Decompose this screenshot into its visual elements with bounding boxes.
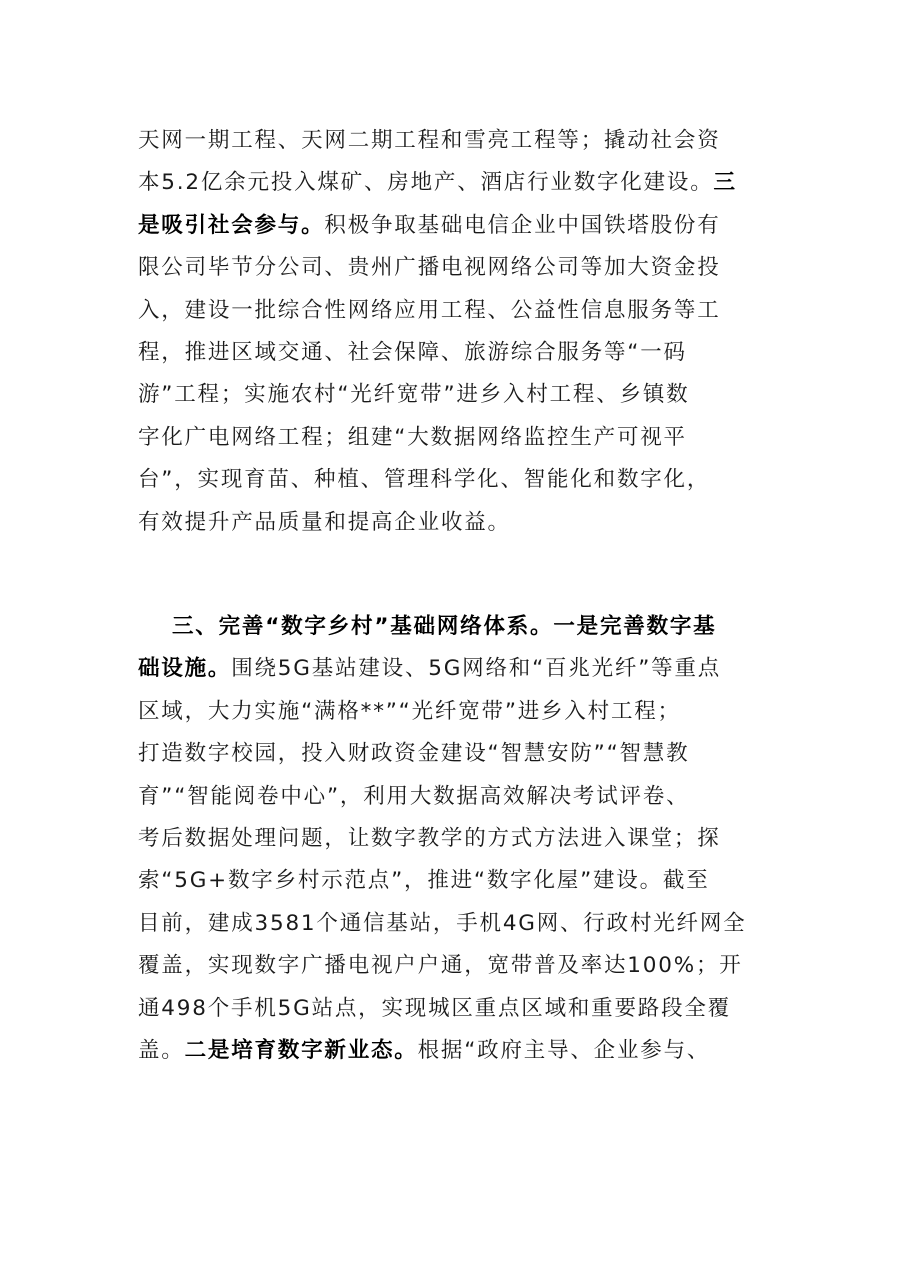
text-line <box>138 247 778 289</box>
text-line <box>138 162 778 204</box>
text-line <box>138 903 778 945</box>
text-line <box>138 945 778 987</box>
text-line <box>138 606 778 648</box>
text-run: 入，建设一批综合性网络应用工程、公益性信息服务等工 <box>138 297 721 323</box>
bold-text-run: 础设施。 <box>138 656 232 682</box>
text-run: 覆盖，实现数字广播电视户户通，宽带普及率达100%；开 <box>138 953 743 979</box>
text-line <box>138 1030 778 1072</box>
text-line <box>138 648 778 690</box>
text-run: 限公司毕节分公司、贵州广播电视网络公司等加大资金投 <box>138 255 721 281</box>
text-run: 索“5G+数字乡村示范点”，推进“数字化屋”建设。截至 <box>138 868 710 894</box>
bold-text-run: 三 <box>713 170 737 196</box>
text-run: 打造数字校园，投入财政资金建设“智慧安防”“智慧教 <box>138 741 690 767</box>
text-line <box>138 691 778 733</box>
text-run: 本5.2亿余元投入煤矿、房地产、酒店行业数字化建设。 <box>138 170 714 196</box>
text-line <box>138 988 778 1030</box>
text-line <box>138 776 778 818</box>
bold-text-run: 是吸引社会参与。 <box>138 212 325 238</box>
text-line <box>138 417 778 459</box>
text-run: 盖。 <box>138 1037 185 1063</box>
text-line <box>138 120 778 162</box>
text-run: 通498个手机5G站点，实现城区重点区域和重要路段全覆 <box>138 995 731 1021</box>
bold-text-run: 二是培育数字新业态。 <box>184 1037 418 1063</box>
text-run: 围绕5G基站建设、5G网络和“百兆光纤”等重点 <box>231 656 722 682</box>
text-line <box>138 733 778 775</box>
text-run: 字化广电网络工程；组建“大数据网络监控生产可视平 <box>138 424 687 450</box>
text-run: 天网一期工程、天网二期工程和雪亮工程等；撬动社会资 <box>138 128 721 153</box>
text-line <box>138 860 778 902</box>
text-line <box>138 290 778 332</box>
text-line <box>138 818 778 860</box>
text-line <box>138 502 778 544</box>
text-line <box>138 205 778 247</box>
text-run: 区域，大力实施“满格**”“光纤宽带”进乡入村工程； <box>138 698 681 724</box>
paragraph-2 <box>138 606 778 1072</box>
text-line <box>138 459 778 501</box>
text-run: 积极争取基础电信企业中国铁塔股份有 <box>324 212 721 238</box>
text-run: 考后数据处理问题，让数字教学的方式方法进入课堂；探 <box>138 825 721 851</box>
text-line <box>138 332 778 374</box>
text-run: 游”工程；实施农村“光纤宽带”进乡入村工程、乡镇数 <box>138 382 690 408</box>
text-run: 目前，建成3581个通信基站，手机4G网、行政村光纤网全 <box>138 910 747 936</box>
text-run: 育”“智能阅卷中心”，利用大数据高效解决考试评卷、 <box>138 783 690 809</box>
text-run: 台”，实现育苗、种植、管理科学化、智能化和数字化， <box>138 467 711 493</box>
text-line <box>138 374 778 416</box>
text-run: 根据“政府主导、企业参与、 <box>417 1037 711 1063</box>
text-run: 程，推进区域交通、社会保障、旅游综合服务等“一码 <box>138 339 687 365</box>
bold-text-run: 三、完善“数字乡村”基础网络体系。一是完善数字基 <box>172 614 717 639</box>
text-run: 有效提升产品质量和提高企业收益。 <box>138 509 511 535</box>
paragraph-1 <box>138 120 778 544</box>
